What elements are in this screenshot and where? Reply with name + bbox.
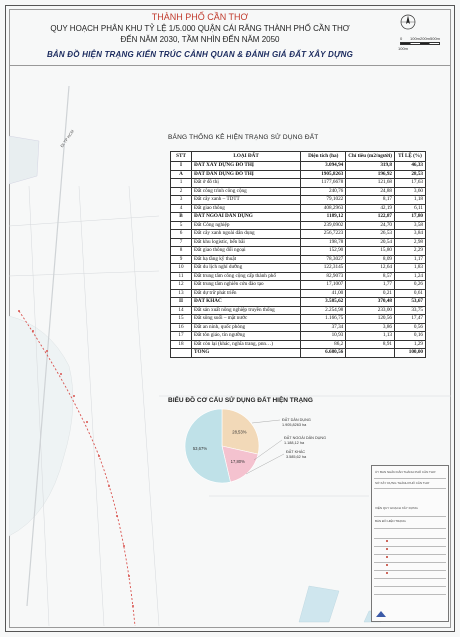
ann-khac: ĐẤT KHÁC 3.585,62 ha (286, 450, 307, 459)
table-cell: Đất hạ tầng kỹ thuật (192, 255, 301, 264)
title-block: ỦY BAN NHÂN DÂN THÀNH PHỐ CẦN THƠ SỞ XÂY DỰNG THÀNH PHỐ CẦN THƠ VIỆN QUY HOẠCH XÂY DỰNG BẢN ĐỒ HIỆN TRẠNG (371, 465, 449, 622)
table-row (171, 315, 426, 324)
table-cell: 0,21 (346, 289, 395, 298)
table-cell: 1,83 (395, 264, 426, 273)
table-cell: 7 (171, 238, 192, 247)
col-ratio: TỈ LỆ (%) (395, 152, 426, 162)
table-cell: 3.094,94 (301, 162, 346, 171)
table-row (171, 213, 426, 222)
table-cell: 2 (171, 187, 192, 196)
table-cell: 2,29 (395, 247, 426, 256)
table-cell: 370,48 (346, 298, 395, 307)
table-title: BẢNG THỐNG KÊ HIỆN TRẠNG SỬ DỤNG ĐẤT (168, 134, 319, 141)
table-cell: 9 (171, 255, 192, 264)
table-row (171, 298, 426, 307)
table-row (171, 196, 426, 205)
table-cell: 11 (171, 272, 192, 281)
table-cell: Đất sản xuất nông nghiệp truyền thống (192, 306, 301, 315)
ann-ngoai-dan-dung: ĐẤT NGOÀI DÂN DỤNG 1.188,12 ha (284, 436, 327, 445)
table-cell: 15 (171, 315, 192, 324)
table-cell: Đất khu logistic, bến bãi (192, 238, 301, 247)
table-cell: 6 (171, 230, 192, 239)
table-cell: 8,91 (346, 340, 395, 349)
table-cell: Đất an ninh, quốc phòng (192, 323, 301, 332)
table-cell: Đất trung tâm nghiên cứu đào tạo (192, 281, 301, 290)
table-cell: 86,2 (301, 340, 346, 349)
table-cell: 152,90 (301, 247, 346, 256)
table-cell: 3,58 (395, 221, 426, 230)
ann-dan-dung: ĐẤT DÂN DỤNG 1.905,8263 ha (282, 418, 311, 427)
header-plan-title: QUY HOẠCH PHÂN KHU TỶ LỆ 1/5.000 QUẬN CÁI RĂNG THÀNH PHỐ CẦN THƠ (50, 24, 350, 33)
table-cell: 1,77 (346, 281, 395, 290)
table-cell: 8,57 (346, 272, 395, 281)
table-cell: 16 (171, 323, 192, 332)
table-cell: 408,2963 (301, 204, 346, 213)
table-cell: 12 (171, 281, 192, 290)
table-cell: 121,68 (346, 179, 395, 188)
table-cell: 17,47 (395, 315, 426, 324)
table-cell: 24,88 (346, 187, 395, 196)
table-cell: 17,1007 (301, 281, 346, 290)
col-area: Diện tích (ha) (301, 152, 346, 162)
table-cell: 0,26 (395, 281, 426, 290)
table-cell: 10 (171, 264, 192, 273)
table-cell: Đất Công nghiệp (192, 221, 301, 230)
table-cell: Đất tôn giáo, tín ngưỡng (192, 332, 301, 341)
table-row (171, 204, 426, 213)
table-row (171, 255, 426, 264)
table-cell: 14 (171, 306, 192, 315)
table-cell: 3,60 (395, 187, 426, 196)
table-cell: ĐẤT KHÁC (192, 298, 301, 307)
table-cell: 1 (171, 179, 192, 188)
table-row (171, 162, 426, 171)
table-cell: 120,56 (346, 315, 395, 324)
pie-slice-label: 53,67% (192, 446, 208, 452)
table-cell: 3.585,62 (301, 298, 346, 307)
table-cell: 17 (171, 332, 192, 341)
table-cell: 239,0902 (301, 221, 346, 230)
table-cell: 3,84 (395, 230, 426, 239)
table-cell: 37,34 (301, 323, 346, 332)
table-row (171, 272, 426, 281)
table-cell: 1,24 (395, 272, 426, 281)
table-cell: Đất cây xanh ngoài dân dụng (192, 230, 301, 239)
table-cell: Đất ở đô thị (192, 179, 301, 188)
table-cell: 0,56 (395, 323, 426, 332)
table-cell: 2,98 (395, 238, 426, 247)
col-per-capita: Chỉ tiêu (m2/người) (346, 152, 395, 162)
table-row (171, 340, 426, 349)
table-cell: 17,80 (395, 213, 426, 222)
pie-chart (172, 388, 372, 488)
table-cell: Đất giao thông đối ngoại (192, 247, 301, 256)
chart-title: BIỂU ĐỒ CƠ CẤU SỬ DỤNG ĐẤT HIỆN TRẠNG (168, 397, 313, 404)
table-cell: 42,19 (346, 204, 395, 213)
map-title: BẢN ĐỒ HIỆN TRẠNG KIẾN TRÚC CẢNH QUAN & ĐÁNH GIÁ ĐẤT XÂY DỰNG (46, 50, 354, 59)
table-cell: 1,13 (346, 332, 395, 341)
table-cell: Đất dự trữ phát triển (192, 289, 301, 298)
table-row (171, 170, 426, 179)
table-cell: 8,17 (346, 196, 395, 205)
table-cell: 3,86 (346, 323, 395, 332)
table-cell: 1.166,75 (301, 315, 346, 324)
table-row (171, 230, 426, 239)
table-cell: 13 (171, 289, 192, 298)
table-cell: Đất du lịch nghỉ dưỡng (192, 264, 301, 273)
table-cell: 17,63 (395, 179, 426, 188)
table-cell: 28,53 (395, 170, 426, 179)
table-row (171, 221, 426, 230)
col-type: LOẠI ĐẤT (192, 152, 301, 162)
table-cell: ĐẤT NGOÀI DÂN DỤNG (192, 213, 301, 222)
table-cell: 0,61 (395, 289, 426, 298)
table-cell: 319,8 (346, 162, 395, 171)
table-row (171, 332, 426, 341)
table-cell: 0,16 (395, 332, 426, 341)
table-row (171, 264, 426, 273)
table-cell: 3 (171, 196, 192, 205)
table-cell: B (171, 213, 192, 222)
table-cell: TỔNG (192, 349, 301, 358)
table-cell: 82,9073 (301, 272, 346, 281)
table-cell: 6,11 (395, 204, 426, 213)
table-cell: 46,33 (395, 162, 426, 171)
road-label: ĐI TP HCM (59, 128, 76, 149)
table-row (171, 247, 426, 256)
table-row (171, 306, 426, 315)
table-cell: 4 (171, 204, 192, 213)
table-cell: 198,78 (301, 238, 346, 247)
table-cell: 33,75 (395, 306, 426, 315)
table-cell: Đất giao thông (192, 204, 301, 213)
table-row (171, 281, 426, 290)
table-cell: II (171, 298, 192, 307)
table-cell: A (171, 170, 192, 179)
table-cell: 8,09 (346, 255, 395, 264)
table-cell: 78,3027 (301, 255, 346, 264)
table-cell: 8 (171, 247, 192, 256)
north-arrow-icon (400, 14, 416, 30)
table-row (171, 349, 426, 358)
table-cell: 1,18 (395, 196, 426, 205)
table-cell: 6.680,56 (301, 349, 346, 358)
table-cell: 100,00 (395, 349, 426, 358)
land-use-table (170, 151, 426, 358)
table-cell: 1177,6678 (301, 179, 346, 188)
leader-line (252, 420, 280, 423)
table-cell: 1189,12 (301, 213, 346, 222)
table-cell: 15,80 (346, 247, 395, 256)
table-cell: 24,70 (346, 221, 395, 230)
col-stt: STT (171, 152, 192, 162)
table-row (171, 238, 426, 247)
pie-slice-label: 28,53% (232, 429, 247, 435)
table-cell: 196,92 (346, 170, 395, 179)
table-cell: 233,00 (346, 306, 395, 315)
institute-logo-icon (375, 610, 387, 618)
table-cell: 122,87 (346, 213, 395, 222)
table-cell: Đất công trình công cộng (192, 187, 301, 196)
header-city: THÀNH PHỐ CẦN THƠ (151, 12, 249, 22)
table-cell: 10,93 (301, 332, 346, 341)
table-cell: Đất còn lại (khác, nghĩa trang, pnn…) (192, 340, 301, 349)
table-cell: 1905,8263 (301, 170, 346, 179)
table-cell: 79,1022 (301, 196, 346, 205)
table-cell (171, 349, 192, 358)
table-cell: ĐẤT XÂY DỰNG ĐÔ THỊ (192, 162, 301, 171)
table-cell: 1,29 (395, 340, 426, 349)
table-cell: I (171, 162, 192, 171)
table-cell: Đất sông suối – mặt nước (192, 315, 301, 324)
table-row (171, 179, 426, 188)
table-row (171, 323, 426, 332)
scale-bar: 0 100m 200m 500m 100m (398, 36, 441, 51)
table-cell: 1,17 (395, 255, 426, 264)
header-plan-period: ĐẾN NĂM 2030, TẦM NHÌN ĐẾN NĂM 2050 (120, 35, 280, 44)
table-cell: Đất trung tâm công cộng cấp thành phố (192, 272, 301, 281)
table-row (171, 187, 426, 196)
table-cell: 18 (171, 340, 192, 349)
table-cell: 53,67 (395, 298, 426, 307)
table-cell: ĐẤT DÂN DỤNG ĐÔ THỊ (192, 170, 301, 179)
table-cell: Đất cây xanh – TDTT (192, 196, 301, 205)
table-cell: 2.254,98 (301, 306, 346, 315)
table-cell (346, 349, 395, 358)
table-cell: 240,76 (301, 187, 346, 196)
table-cell: 20,54 (346, 238, 395, 247)
table-cell: 12,64 (346, 264, 395, 273)
table-cell: 26,53 (346, 230, 395, 239)
table-cell: 256,7223 (301, 230, 346, 239)
table-cell: 122,3145 (301, 264, 346, 273)
pie-slice-label: 17,80% (230, 459, 245, 465)
table-cell: 41,00 (301, 289, 346, 298)
table-cell: 5 (171, 221, 192, 230)
table-row (171, 289, 426, 298)
